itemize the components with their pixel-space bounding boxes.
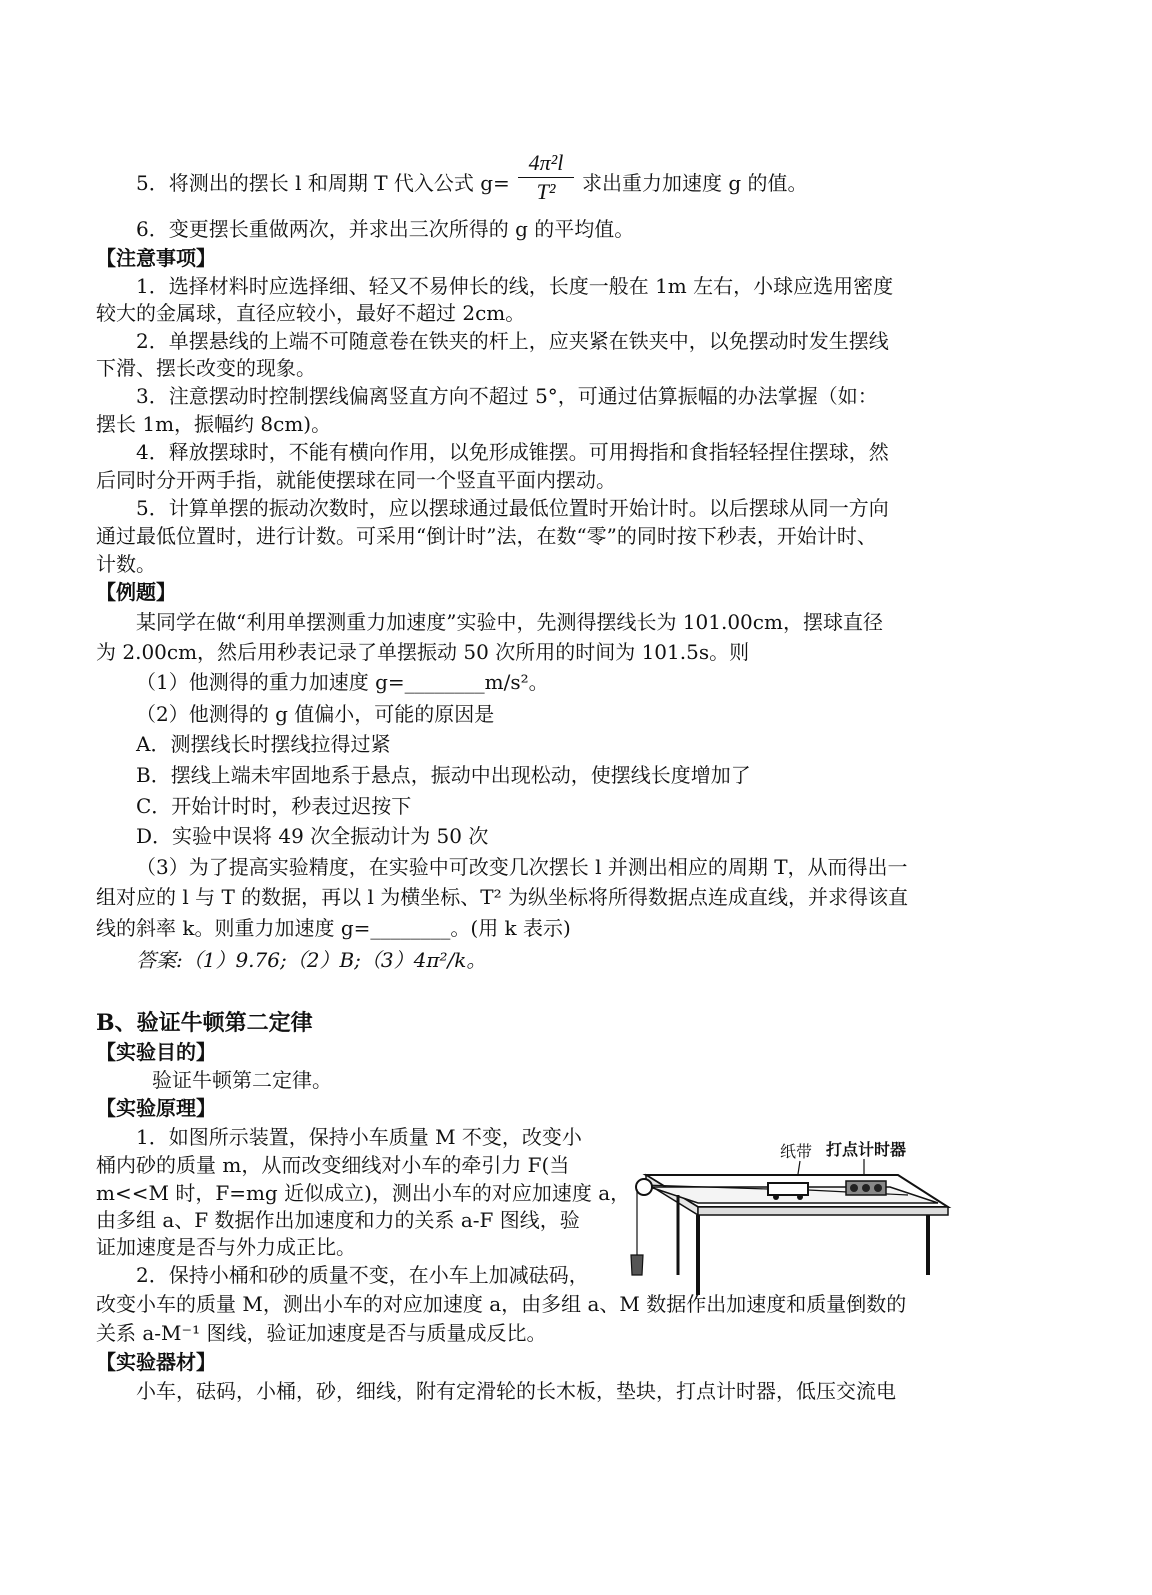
formula-denominator: T² (536, 179, 556, 204)
note-2a: 2．单摆悬线的上端不可随意卷在铁夹的杆上，应夹紧在铁夹中，以免摆动时发生摆线 (136, 329, 889, 353)
note-3a: 3．注意摆动时控制摆线偏离竖直方向不超过 5°，可通过估算振幅的办法掌握（如： (136, 384, 878, 408)
principle-2a: 2．保持小桶和砂的质量不变，在小车上加减砝码， (136, 1263, 589, 1287)
label-tape: 纸带 (780, 1142, 813, 1161)
principle-1b: 桶内砂的质量 m，从而改变细线对小车的牵引力 F(当 (96, 1153, 570, 1177)
fraction-bar (518, 177, 574, 178)
question-2: （2）他测得的 g 值偏小，可能的原因是 (136, 702, 495, 726)
cart (768, 1183, 808, 1195)
notes-heading: 【注意事项】 (96, 246, 216, 270)
example-p1b: 为 2.00cm，然后用秒表记录了单摆振动 50 次所用的时间为 101.5s。则 (96, 640, 750, 664)
formula-numerator: 4π²l (528, 150, 564, 175)
question-1: （1）他测得的重力加速度 g=________m/s²。 (136, 670, 549, 694)
section-b-title: B、验证牛顿第二定律 (96, 1010, 313, 1036)
answer: 答案:（1）9.76;（2）B;（3）4π²/k。 (136, 948, 487, 972)
formula-fraction (516, 150, 576, 205)
note-5a: 5．计算单摆的振动次数时，应以摆球通过最低位置时开始计时。以后摆球从同一方向 (136, 496, 889, 520)
principle-1d: 由多组 a、F 数据作出加速度和力的关系 a-F 图线，验 (96, 1208, 580, 1232)
step-5-suffix: 求出重力加速度 g 的值。 (582, 171, 808, 195)
principle-heading: 【实验原理】 (96, 1096, 216, 1120)
principle-1a: 1．如图所示装置，保持小车质量 M 不变，改变小 (136, 1125, 582, 1149)
bucket (631, 1255, 643, 1275)
note-5b: 通过最低位置时，进行计数。可采用“倒计时”法，在数“零”的同时按下秒表，开始计时、 (96, 524, 877, 548)
principle-2c: 关系 a-M⁻¹ 图线，验证加速度是否与质量成反比。 (96, 1321, 547, 1345)
step-6: 6．变更摆长重做两次，并求出三次所得的 g 的平均值。 (136, 217, 635, 241)
principle-1e: 证加速度是否与外力成正比。 (96, 1235, 356, 1259)
option-c: C．开始计时时，秒表过迟按下 (136, 794, 412, 818)
note-3b: 摆长 1m，振幅约 8cm)。 (96, 412, 332, 436)
question-3b: 组对应的 l 与 T 的数据，再以 l 为横坐标、T² 为纵坐标将所得数据点连成直线，并求得该直 (96, 885, 908, 909)
question-3c: 线的斜率 k。则重力加速度 g=________。(用 k 表示) (96, 916, 571, 940)
step-5-prefix: 5．将测出的摆长 l 和周期 T 代入公式 g= (136, 171, 510, 195)
example-heading: 【例题】 (96, 580, 176, 604)
option-d: D．实验中误将 49 次全振动计为 50 次 (136, 824, 489, 848)
note-1a: 1．选择材料时应选择细、轻又不易伸长的线，长度一般在 1m 左右，小球应选用密度 (136, 274, 894, 298)
purpose-heading: 【实验目的】 (96, 1040, 216, 1064)
label-timer: 打点计时器 (826, 1140, 907, 1159)
purpose-text: 验证牛顿第二定律。 (152, 1068, 332, 1092)
note-1b: 较大的金属球，直径应较小，最好不超过 2cm。 (96, 301, 526, 325)
apparatus-drawing (628, 1135, 958, 1305)
apparatus-figure (628, 1135, 958, 1305)
principle-2b: 改变小车的质量 M，测出小车的对应加速度 a，由多组 a、M 数据作出加速度和质量倒数的 (96, 1292, 907, 1316)
question-3a: （3）为了提高实验精度，在实验中可改变几次摆长 l 并测出相应的周期 T，从而得出一 (136, 855, 908, 879)
equipment-heading: 【实验器材】 (96, 1350, 216, 1374)
note-5c: 计数。 (96, 552, 156, 576)
note-4b: 后同时分开两手指，就能使摆球在同一个竖直平面内摆动。 (96, 468, 616, 492)
option-a: A．测摆线长时摆线拉得过紧 (136, 732, 391, 756)
note-2b: 下滑、摆长改变的现象。 (96, 356, 316, 380)
note-4a: 4．释放摆球时，不能有横向作用，以免形成锥摆。可用拇指和食指轻轻捏住摆球，然 (136, 440, 889, 464)
example-p1a: 某同学在做“利用单摆测重力加速度”实验中，先测得摆线长为 101.00cm，摆球直径 (136, 610, 883, 634)
principle-1c: m<<M 时，F=mg 近似成立)，测出小车的对应加速度 a， (96, 1181, 631, 1205)
option-b: B．摆线上端未牢固地系于悬点，振动中出现松动，使摆线长度增加了 (136, 763, 751, 787)
pulley (636, 1179, 652, 1195)
equipment-text: 小车，砝码，小桶，砂，细线，附有定滑轮的长木板，垫块，打点计时器，低压交流电 (136, 1379, 896, 1403)
